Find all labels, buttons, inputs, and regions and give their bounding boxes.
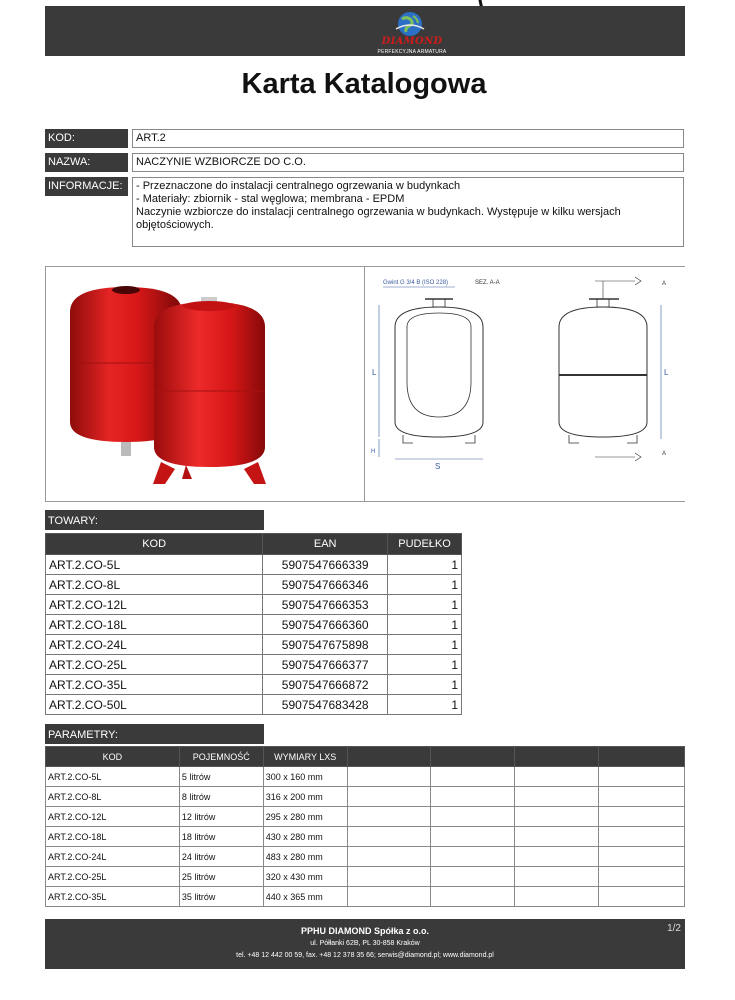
col-empty (599, 747, 685, 767)
kod-value: ART.2 (132, 129, 684, 148)
param-empty-cell (347, 867, 431, 887)
logo-name: DIAMOND (381, 36, 443, 47)
param-pojemnosc-cell: 24 litrów (179, 847, 263, 867)
towar-kod-cell: ART.2.CO-25L (46, 655, 263, 675)
param-kod-cell: ART.2.CO-8L (46, 787, 180, 807)
footer-contact: tel. +48 12 442 00 59, fax. +48 12 378 35 66; serwis@diamond.pl; www.diamond.pl (236, 952, 494, 959)
table-row (46, 595, 462, 615)
logo-subtitle: PERFEKCYJNA ARMATURA (377, 49, 447, 55)
towar-kod-cell: ART.2.CO-12L (46, 595, 263, 615)
towar-kod-cell: ART.2.CO-8L (46, 575, 263, 595)
towar-ean-cell: 5907547675898 (263, 635, 388, 655)
towar-ean-cell: 5907547666360 (263, 615, 388, 635)
col-empty (431, 747, 515, 767)
col-kod: KOD (46, 747, 180, 767)
param-kod-cell: ART.2.CO-12L (46, 807, 180, 827)
towar-pudelko-cell: 1 (388, 555, 462, 575)
param-empty-cell (599, 827, 685, 847)
col-empty (347, 747, 431, 767)
param-wymiary-cell: 440 x 365 mm (263, 887, 347, 907)
param-kod-cell: ART.2.CO-5L (46, 767, 180, 787)
product-image-panel (45, 266, 685, 502)
towar-ean-cell: 5907547666346 (263, 575, 388, 595)
footer-bar (45, 919, 685, 969)
towar-ean-cell: 5907547666377 (263, 655, 388, 675)
param-wymiary-cell: 320 x 430 mm (263, 867, 347, 887)
section-a-bottom: A (662, 451, 667, 457)
param-pojemnosc-cell: 35 litrów (179, 887, 263, 907)
param-empty-cell (347, 807, 431, 827)
param-empty-cell (431, 767, 515, 787)
col-kod: KOD (46, 534, 263, 555)
param-empty-cell (599, 807, 685, 827)
informacje-label: INFORMACJE: (45, 177, 128, 196)
towar-pudelko-cell: 1 (388, 655, 462, 675)
towar-pudelko-cell: 1 (388, 675, 462, 695)
param-wymiary-cell: 300 x 160 mm (263, 767, 347, 787)
table-row (46, 655, 462, 675)
table-row (46, 787, 685, 807)
param-pojemnosc-cell: 18 litrów (179, 827, 263, 847)
header-bar (45, 6, 685, 56)
param-empty-cell (431, 847, 515, 867)
towar-kod-cell: ART.2.CO-24L (46, 635, 263, 655)
info-line: - Materiały: zbiornik - stal węglowa; membrana - EPDM (136, 193, 405, 205)
param-empty-cell (599, 867, 685, 887)
param-wymiary-cell: 295 x 280 mm (263, 807, 347, 827)
towar-pudelko-cell: 1 (388, 635, 462, 655)
dim-h-label: H (371, 449, 376, 455)
footer-address: ul. Półłanki 62B, PL 30-858 Kraków (310, 940, 420, 947)
param-empty-cell (515, 847, 599, 867)
parametry-body (46, 767, 685, 907)
col-pudelko: PUDEŁKO (388, 534, 462, 555)
info-line: Naczynie wzbiorcze do instalacji centralnego ogrzewania w budynkach. Występuje w kilku wersjach objętościowych. (136, 206, 621, 231)
param-empty-cell (515, 787, 599, 807)
param-kod-cell: ART.2.CO-18L (46, 827, 180, 847)
table-row (46, 767, 685, 787)
technical-drawing (365, 267, 686, 501)
table-row (46, 847, 685, 867)
towary-section-label: TOWARY: (45, 510, 264, 530)
company-logo (367, 11, 457, 55)
param-empty-cell (515, 887, 599, 907)
param-wymiary-cell: 316 x 200 mm (263, 787, 347, 807)
table-row (46, 575, 462, 595)
param-empty-cell (599, 847, 685, 867)
param-empty-cell (515, 827, 599, 847)
table-row (46, 555, 462, 575)
param-kod-cell: ART.2.CO-24L (46, 847, 180, 867)
towary-body (46, 555, 462, 715)
param-pojemnosc-cell: 25 litrów (179, 867, 263, 887)
table-row (46, 675, 462, 695)
towar-kod-cell: ART.2.CO-35L (46, 675, 263, 695)
towary-table (45, 533, 462, 715)
param-empty-cell (347, 767, 431, 787)
dim-l-right-label: L (664, 368, 669, 377)
info-line: - Przeznaczone do instalacji centralnego ogrzewania w budynkach (136, 180, 461, 192)
param-empty-cell (515, 867, 599, 887)
table-header-row (46, 534, 462, 555)
param-empty-cell (431, 827, 515, 847)
col-empty (515, 747, 599, 767)
param-kod-cell: ART.2.CO-25L (46, 867, 180, 887)
towar-pudelko-cell: 1 (388, 575, 462, 595)
param-empty-cell (431, 867, 515, 887)
param-empty-cell (347, 827, 431, 847)
towar-pudelko-cell: 1 (388, 695, 462, 715)
page-number: 1/2 (667, 923, 681, 934)
towar-pudelko-cell: 1 (388, 615, 462, 635)
towar-kod-cell: ART.2.CO-50L (46, 695, 263, 715)
param-wymiary-cell: 430 x 280 mm (263, 827, 347, 847)
page-title: Karta Katalogowa (241, 68, 487, 100)
towar-pudelko-cell: 1 (388, 595, 462, 615)
param-empty-cell (599, 887, 685, 907)
param-pojemnosc-cell: 12 litrów (179, 807, 263, 827)
towar-ean-cell: 5907547683428 (263, 695, 388, 715)
param-empty-cell (515, 807, 599, 827)
param-kod-cell: ART.2.CO-35L (46, 887, 180, 907)
nazwa-value: NACZYNIE WZBIORCZE DO C.O. (132, 153, 684, 172)
table-row (46, 807, 685, 827)
table-row (46, 827, 685, 847)
param-empty-cell (347, 787, 431, 807)
section-a-top: A (662, 281, 667, 287)
thread-label: Gwint G 3/4 B (ISO 228) (383, 280, 449, 286)
product-photo (46, 267, 364, 501)
param-empty-cell (347, 887, 431, 907)
param-empty-cell (431, 887, 515, 907)
table-header-row (46, 747, 685, 767)
section-label: SEZ. A-A (475, 280, 500, 286)
param-empty-cell (599, 767, 685, 787)
dim-l-label: L (372, 368, 377, 377)
param-empty-cell (347, 847, 431, 867)
param-empty-cell (431, 787, 515, 807)
towar-ean-cell: 5907547666339 (263, 555, 388, 575)
footer-company: PPHU DIAMOND Spółka z o.o. (300, 926, 429, 936)
parametry-table (45, 746, 685, 907)
towar-ean-cell: 5907547666353 (263, 595, 388, 615)
param-empty-cell (599, 787, 685, 807)
param-pojemnosc-cell: 8 litrów (179, 787, 263, 807)
param-empty-cell (431, 807, 515, 827)
table-row (46, 867, 685, 887)
col-pojemnosc: POJEMNOŚĆ (179, 747, 263, 767)
param-pojemnosc-cell: 5 litrów (179, 767, 263, 787)
table-row (46, 695, 462, 715)
towar-ean-cell: 5907547666872 (263, 675, 388, 695)
param-wymiary-cell: 483 x 280 mm (263, 847, 347, 867)
nazwa-label: NAZWA: (45, 153, 128, 172)
towar-kod-cell: ART.2.CO-18L (46, 615, 263, 635)
towar-kod-cell: ART.2.CO-5L (46, 555, 263, 575)
col-ean: EAN (263, 534, 388, 555)
col-wymiary: WYMIARY LXS (263, 747, 347, 767)
table-row (46, 615, 462, 635)
parametry-section-label: PARAMETRY: (45, 724, 264, 744)
param-empty-cell (515, 767, 599, 787)
dim-s-label: S (435, 462, 441, 471)
table-row (46, 635, 462, 655)
informacje-value (132, 177, 684, 247)
kod-label: KOD: (45, 129, 128, 148)
table-row (46, 887, 685, 907)
